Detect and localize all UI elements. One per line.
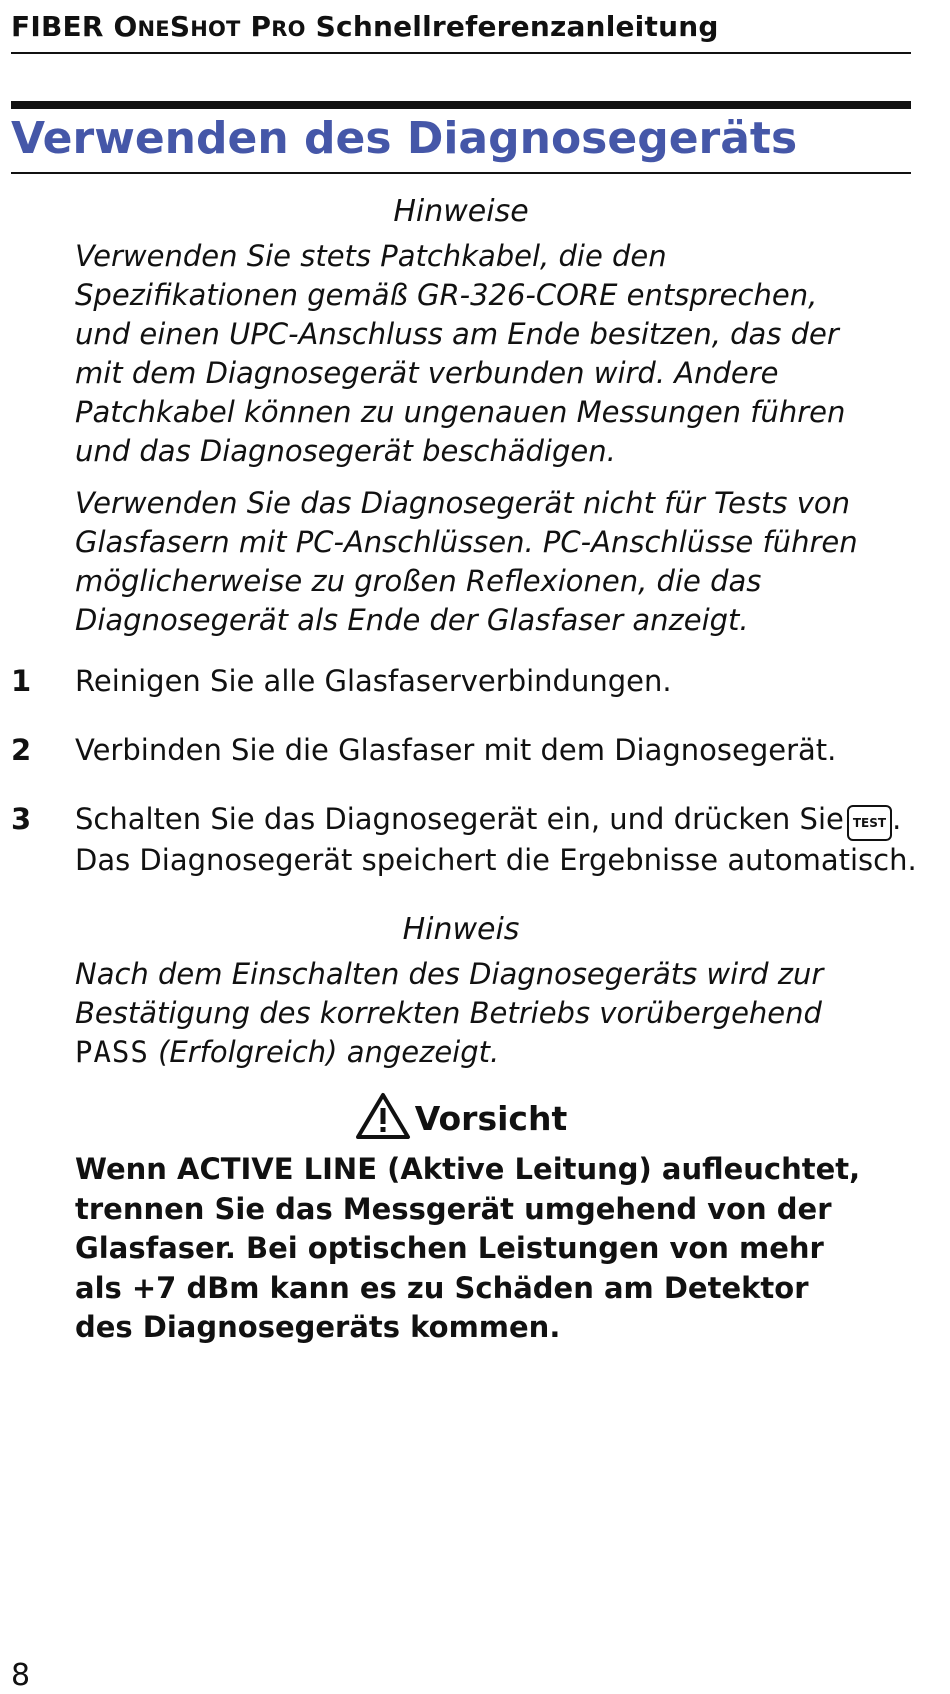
step-text: Reinigen Sie alle Glasfaserverbindungen.: [75, 664, 672, 698]
test-key-icon: TEST: [847, 805, 892, 841]
note-block: [11, 910, 911, 1072]
note-paragraph-pc-connectors: Verwenden Sie das Diagnosegerät nicht für Tests von Glasfasern mit PC-Anschlüssen. PC-Anschlüsse führen möglicherweise zu großen Reflexionen, die das Diagnosegerät als Ende der Glasfaser anzeigt.: [75, 486, 858, 637]
step-text: Schalten Sie das Diagnosegerät ein, und drücken Sie: [75, 802, 844, 836]
lcd-pass-display: PASS: [75, 1035, 149, 1069]
note-text-after: (Erfolgreich) angezeigt.: [158, 1035, 500, 1069]
step-number: 3: [11, 802, 32, 836]
step-item: [11, 731, 911, 770]
page-content: [11, 192, 917, 1348]
header-title-ne: NE: [137, 17, 170, 41]
step-text-line2: Das Diagnosegerät speichert die Ergebnisse automatisch.: [75, 843, 917, 877]
running-header: [11, 10, 911, 54]
page-number: 8: [11, 1658, 31, 1693]
note-text-before: Nach dem Einschalten des Diagnosegeräts wird zur Bestätigung des korrekten Betriebs vorübergehend: [75, 957, 824, 1030]
notes-heading: Hinweise: [393, 194, 529, 229]
section-title: Verwenden des Diagnosegeräts: [11, 110, 911, 174]
notes-block: [11, 192, 911, 640]
note-paragraph-pass: [75, 955, 875, 1072]
header-title-ro: RO: [271, 17, 306, 41]
warning-triangle-icon: [355, 1092, 411, 1140]
section-rule: [11, 101, 911, 109]
note-paragraph-patchcable: Verwenden Sie stets Patchkabel, die den Spezifikationen gemäß GR-326-CORE entsprechen, und einen UPC-Anschluss am Ende besitzen, das der mit dem Diagnosegerät verbunden wird. Andere Patchkabel können zu ungenauen Messungen führen und das Diagnosegerät beschädigen.: [75, 239, 846, 468]
step-item: [11, 800, 917, 880]
caution-heading: [11, 1092, 911, 1144]
caution-text: Wenn ACTIVE LINE (Aktive Leitung) aufleuchtet, trennen Sie das Messgerät umgehend von der Glasfaser. Bei optischen Leistungen von mehr als +7 dBm kann es zu Schäden am Detektor des Diagnosegeräts kommen.: [75, 1152, 861, 1344]
note-heading: Hinweis: [402, 912, 520, 947]
caution-heading-text: Vorsicht: [414, 1099, 568, 1138]
step-text-period: .: [892, 802, 902, 836]
header-title-p: P: [240, 10, 272, 43]
step-item: [11, 662, 911, 701]
header-title-s: S: [169, 10, 191, 43]
step-text: Verbinden Sie die Glasfaser mit dem Diagnosegerät.: [75, 733, 837, 767]
header-title-hot: HOT: [190, 17, 241, 41]
step-number: 2: [11, 733, 32, 767]
header-subtitle: Schnellreferenzanleitung: [305, 10, 719, 43]
step-number: 1: [11, 664, 32, 698]
header-title-fiber: FIBER O: [11, 10, 138, 43]
